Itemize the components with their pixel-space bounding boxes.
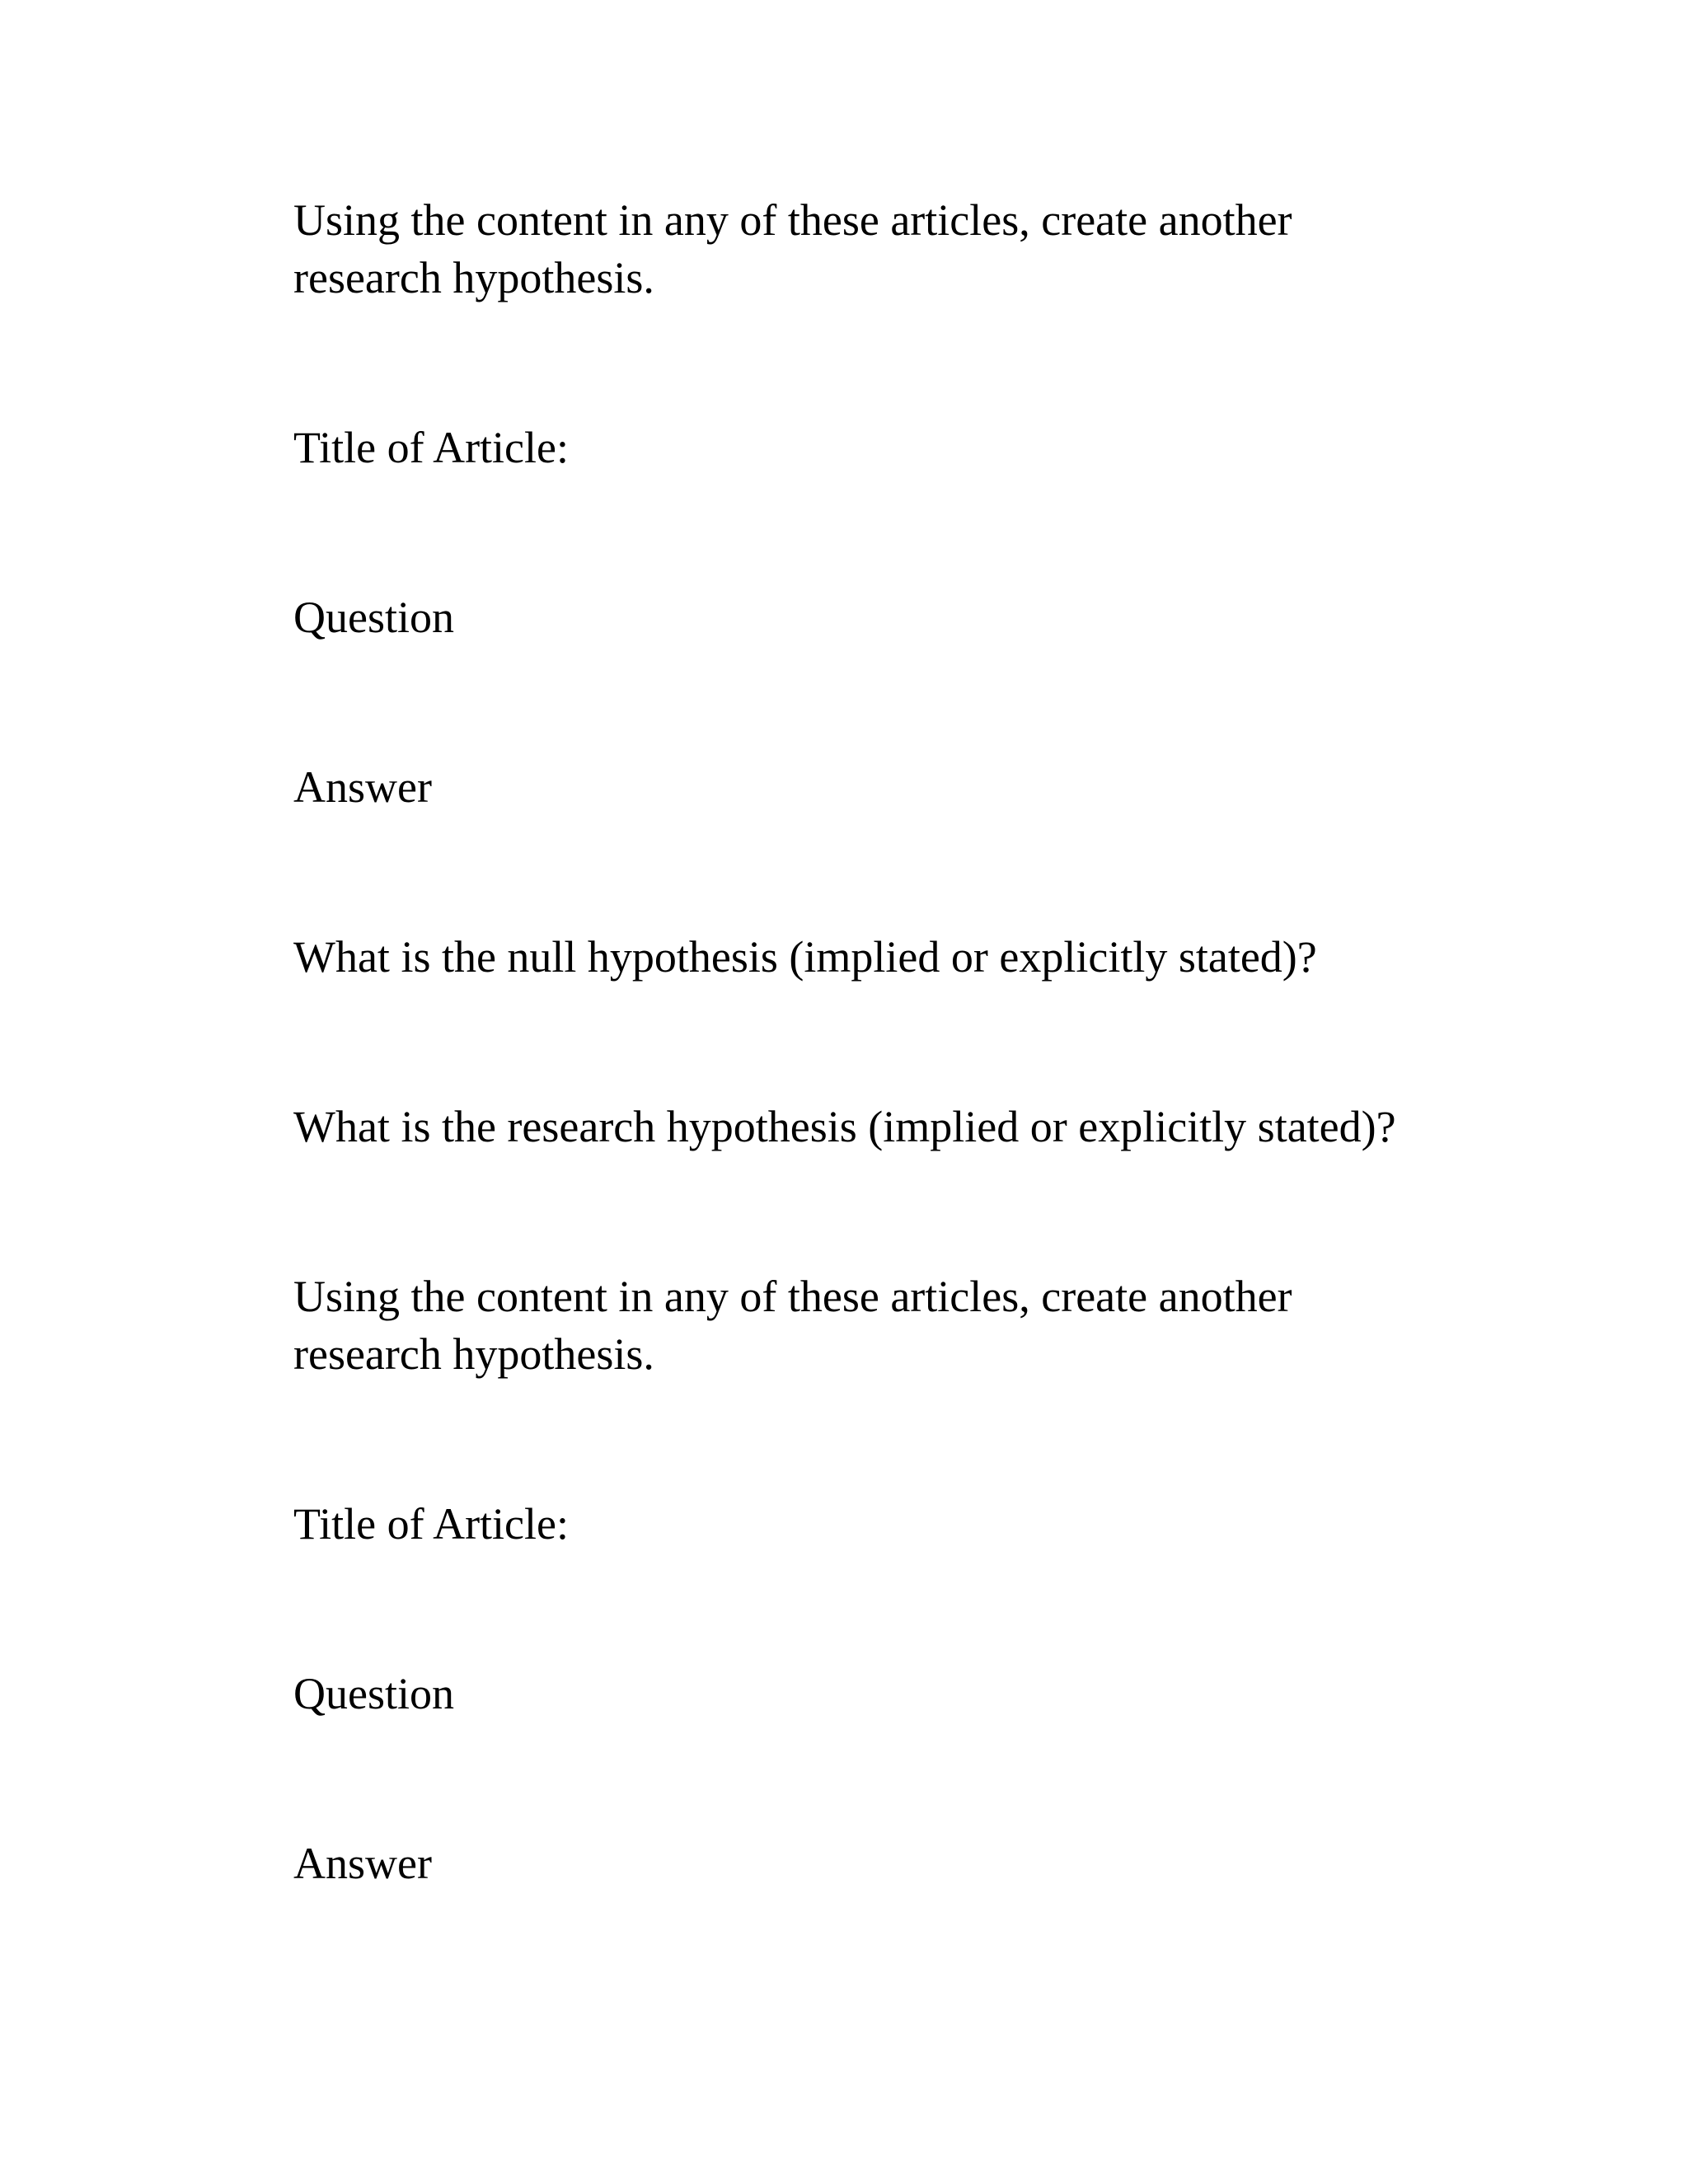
question-label-repeat: Question [293, 1669, 454, 1718]
instruction-create-hypothesis: Using the content in any of these articles, create another research hypothesis. [293, 195, 1292, 302]
title-of-article-label-repeat: Title of Article: [293, 1499, 569, 1549]
title-of-article-label: Title of Article: [293, 423, 569, 472]
answer-label-repeat: Answer [293, 1839, 432, 1888]
research-hypothesis-question: What is the research hypothesis (implied or explicitly stated)? [293, 1102, 1396, 1151]
null-hypothesis-question: What is the null hypothesis (implied or explicitly stated)? [293, 932, 1317, 982]
answer-label: Answer [293, 762, 432, 812]
question-label: Question [293, 593, 454, 642]
instruction-create-hypothesis-repeat: Using the content in any of these articles, create another research hypothesis. [293, 1272, 1292, 1379]
